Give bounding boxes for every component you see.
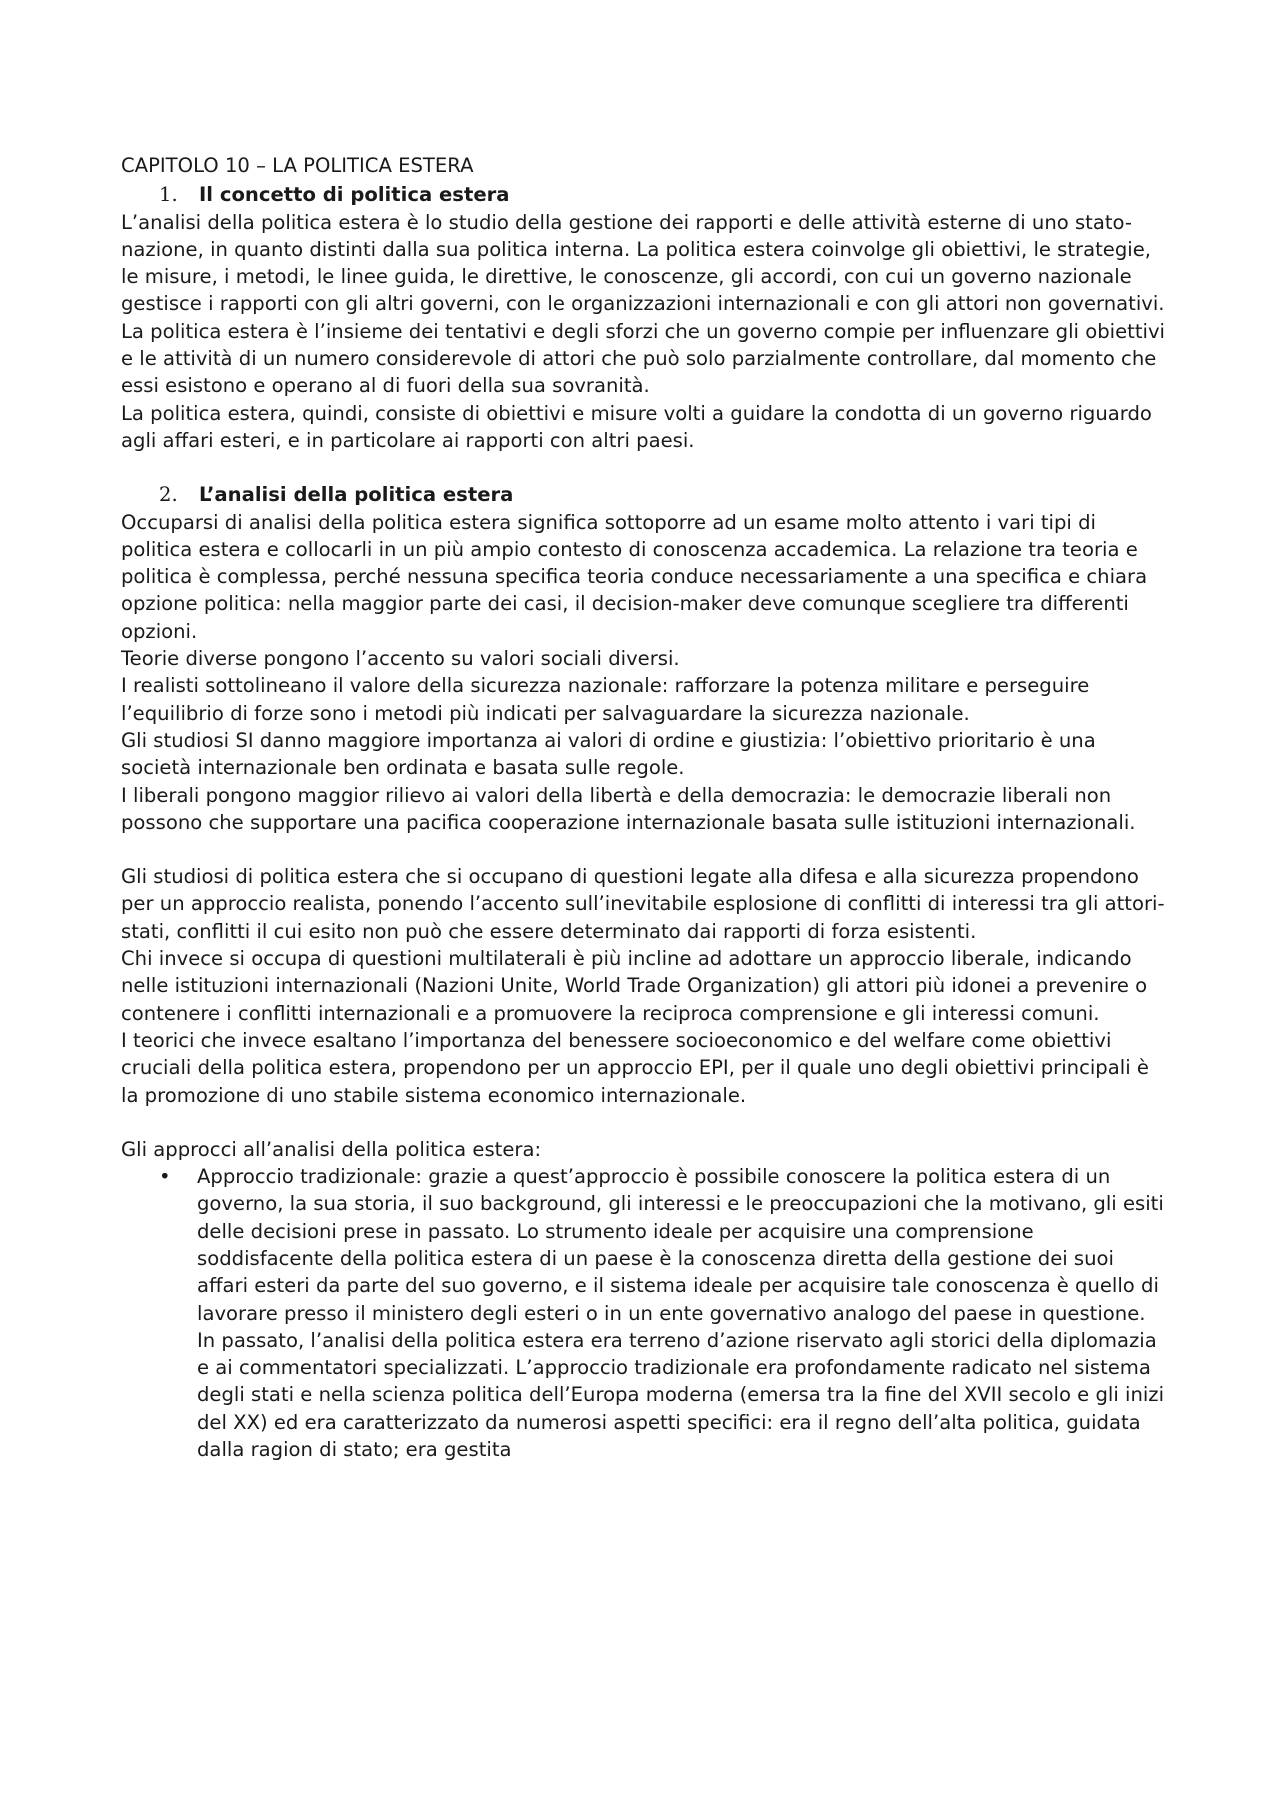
paragraph: Gli studiosi SI danno maggiore importanza ai valori di ordine e giustizia: l’obiettivo prioritario è una società internazionale ben ordinata e basata sulle regole.	[121, 728, 1096, 780]
paragraph: Gli studiosi di politica estera che si occupano di questioni legate alla difesa e alla sicurezza propendono per un approccio realista, ponendo l’accento sull’inevitabile esplosione di conflitti di interessi tra gli attori-stati, conflitti il cui esito non può che essere determinato dai rapporti di forza esistenti.	[121, 865, 1165, 943]
list-item	[159, 1163, 1168, 1463]
list-item-body	[197, 1163, 1168, 1463]
bullet-icon: •	[159, 1165, 171, 1189]
paragraph: I liberali pongono maggior rilievo ai valori della libertà e della democrazia: le democrazie liberali non possono che supportare una pacifica cooperazione internazionale basata sulle istituzioni internazionali.	[121, 783, 1136, 834]
paragraph: Chi invece si occupa di questioni multilaterali è più incline ad adottare un approccio liberale, indicando nelle istituzioni internazionali (Nazioni Unite, World Trade Organization) gli attori più idonei a prevenire o contenere i conflitti internazionali e a promuovere la reciproca comprensione e gli interessi comuni.	[121, 947, 1148, 1025]
blank-line	[121, 454, 1168, 481]
paragraph: La politica estera è l’insieme dei tentativi e degli sforzi che un governo compie per influenzare gli obiettivi e le attività di un numero considerevole di attori che può solo parzialmente controllare, dal momento che essi esistono e operano al di fuori della sua sovranità.	[121, 319, 1165, 398]
paragraph: Teorie diverse pongono l’accento su valori sociali diversi.	[121, 647, 680, 671]
list-intro: Gli approcci all’analisi della politica estera:	[121, 1137, 542, 1161]
chapter-title: CAPITOLO 10 – LA POLITICA ESTERA	[121, 154, 474, 177]
approaches-list	[121, 1163, 1168, 1463]
paragraph: Occuparsi di analisi della politica estera significa sottoporre ad un esame molto attento i vari tipi di politica estera e collocarli in un più ampio contesto di conoscenza accademica. La relazione tra teoria e politica è complessa, perché nessuna specifica teoria conduce necessariamente a una specifica e chiara opzione politica: nella maggior parte dei casi, il decision-maker deve comunque scegliere tra differenti opzioni.	[121, 510, 1148, 643]
blank-line	[121, 1109, 1168, 1136]
paragraph: I teorici che invece esaltano l’importanza del benessere socioeconomico e del welfare come obiettivi cruciali della politica estera, propendono per un approccio EPI, per il quale uno degli obiettivi principali è la promozione di uno stabile sistema economico internazionale.	[121, 1028, 1149, 1107]
blank-line	[121, 836, 1168, 863]
list-item-paragraph: Approccio tradizionale: grazie a quest’approccio è possibile conoscere la politica estera di un governo, la sua storia, il suo background, gli interessi e le preoccupazioni che la motivano, gli esiti delle decisioni prese in passato. Lo strumento ideale per acquisire una comprensione soddisfacente della politica estera di un paese è la conoscenza diretta della gestione dei suoi affari esteri da parte del suo governo, e il sistema ideale per acquisire tale conoscenza è quello di lavorare presso il ministero degli esteri o in un ente governativo analogo del paese in questione.	[197, 1165, 1164, 1325]
paragraph: I realisti sottolineano il valore della sicurezza nazionale: rafforzare la potenza militare e perseguire l’equilibrio di forze sono i metodi più indicati per salvaguardare la sicurezza nazionale.	[121, 674, 1090, 725]
paragraph: La politica estera, quindi, consiste di obiettivi e misure volti a guidare la condotta di un governo riguardo agli affari esteri, e in particolare ai rapporti con altri paesi.	[121, 401, 1152, 452]
section-1-heading	[159, 181, 1168, 208]
paragraph: L’analisi della politica estera è lo studio della gestione dei rapporti e delle attività esterne di uno stato-nazione, in quanto distinti dalla sua politica interna. La politica estera coinvolge gli obiettivi, le strategie, le misure, i metodi, le linee guida, le direttive, le conoscenze, gli accordi, con cui un governo nazionale gestisce i rapporti con gli altri governi, con le organizzazioni internazionali e con gli attori non governativi.	[121, 210, 1165, 316]
section-2-number: 2.	[159, 483, 178, 507]
section-2-heading	[159, 481, 1168, 508]
section-2-title: L’analisi della politica estera	[199, 483, 514, 507]
list-item-paragraph: In passato, l’analisi della politica estera era terreno d’azione riservato agli storici della diplomazia e ai commentatori specializzati. L’approccio tradizionale era profondamente radicato nel sistema degli stati e nella scienza politica dell’Europa moderna (emersa tra la fine del XVII secolo e gli inizi del XX) ed era caratterizzato da numerosi aspetti specifici: era il regno dell’alta politica, guidata dalla ragion di stato; era gestita	[197, 1328, 1165, 1462]
section-1-number: 1.	[159, 183, 178, 207]
section-1-title: Il concetto di politica estera	[199, 183, 510, 207]
